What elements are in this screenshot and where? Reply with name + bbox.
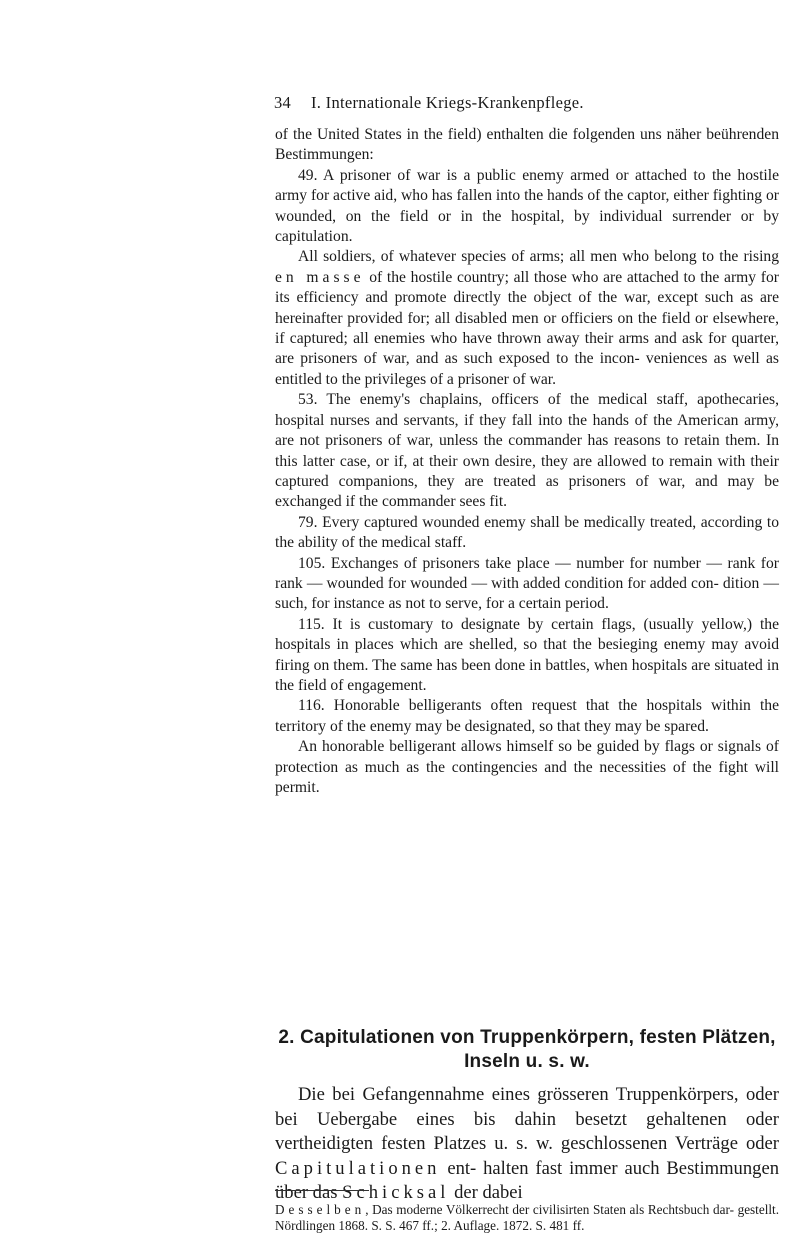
article-49-paragraph: 49. A prisoner of war is a public enemy armed or attached to the hostile army for active aid, who has fallen into the hands of the captor, either fighting or wounded, on the field or in the hospital, by individual surrender or by capitulation. [275, 166, 779, 246]
footnote [275, 1202, 779, 1234]
section-heading [275, 1026, 779, 1074]
page-number: 34 [274, 93, 292, 112]
spaced-term: Capitulationen [275, 1157, 441, 1179]
article-116-paragraph: 116. Honorable belligerants often request that the hospitals within the territory of the enemy may be designated, so that they may be spared. [275, 697, 779, 735]
article-49-continuation [275, 247, 779, 390]
footnote-text [275, 1202, 779, 1234]
german-paragraph [275, 1083, 779, 1206]
text-segment: ent- halten fast immer auch Bestimmungen über das [275, 1157, 779, 1204]
text-segment: All soldiers, of whatever species of arms; all men who belong to the rising [298, 248, 779, 266]
spaced-term: en masse [275, 268, 365, 286]
article-79-paragraph: 79. Every captured wounded enemy shall be medically treated, according to the ability of the medical staff. [275, 513, 779, 552]
spaced-term: Schicksal [342, 1182, 450, 1204]
article-53-paragraph: 53. The enemy's chaplains, officers of the medical staff, apothecaries, hospital nurses and servants, if they fall into the hands of the American army, are not prisoners of war, unless the commander has reasons to retain them. In this latter case, or if, at their own desire, they are allowed to remain with their captured companions, they are treated as prisoners of war, and may be exchanged if the commander sees fit. [275, 391, 779, 511]
intro-paragraph: of the United States in the field) enthalten die folgenden uns näher beührenden Bestimmungen: [275, 126, 779, 164]
footnote-citation: , Das moderne Völkerrecht der civilisirten Staten als Rechtsbuch dar- gestellt. Nördlingen 1868. S. S. 467 ff.; 2. Auflage. 1872. S. 481 ff. [275, 1202, 779, 1233]
text-segment: der dabei [454, 1182, 523, 1204]
section-heading-line-2: Inseln u. s. w. [464, 1051, 590, 1072]
text-segment: Die bei Gefangennahme eines grösseren Truppenkörpers, oder bei Uebergabe eines bis dahin besetzt gehaltenen oder vertheidigten festen Platzes u. s. w. geschlossenen Verträge oder [275, 1084, 779, 1155]
english-regulations-text [275, 125, 779, 798]
text-segment: of the hostile country; all those who are attached to the army for its efficiency and promote directly the object of the war, except such as are hereinafter provided for; all disabled men or officiers on the field or elsewhere, if captured; all enemies who have thrown away their arms and ask for quarter, are prisoners of war, and as such exposed to the incon- veniences as well as entitled to the privileges of a prisoner of war. [275, 268, 779, 388]
section-heading-line-1: 2. Capitulationen von Truppenkörpern, festen Plätzen, [278, 1027, 776, 1048]
german-body-text [275, 1083, 779, 1206]
footnote-author: Desselben [275, 1202, 366, 1217]
footnote-divider [275, 1190, 369, 1191]
running-head [274, 93, 664, 115]
article-116-continuation: An honorable belligerant allows himself so be guided by flags or signals of protection as much as the contingencies and the necessities of the fight will permit. [275, 738, 779, 796]
article-105-paragraph: 105. Exchanges of prisoners take place — number for number — rank for rank — wounded for wounded — with added condition for added con- dition — such, for instance as not to serve, for a certain period. [275, 554, 779, 613]
running-head-title: I. Internationale Kriegs-Krankenpflege. [311, 93, 584, 112]
article-115-paragraph: 115. It is customary to designate by certain flags, (usually yellow,) the hospitals in places which are shelled, so that the besieging enemy may avoid firing on them. The same has been done in battles, when hospitals are situated in the field of engagement. [275, 615, 779, 694]
